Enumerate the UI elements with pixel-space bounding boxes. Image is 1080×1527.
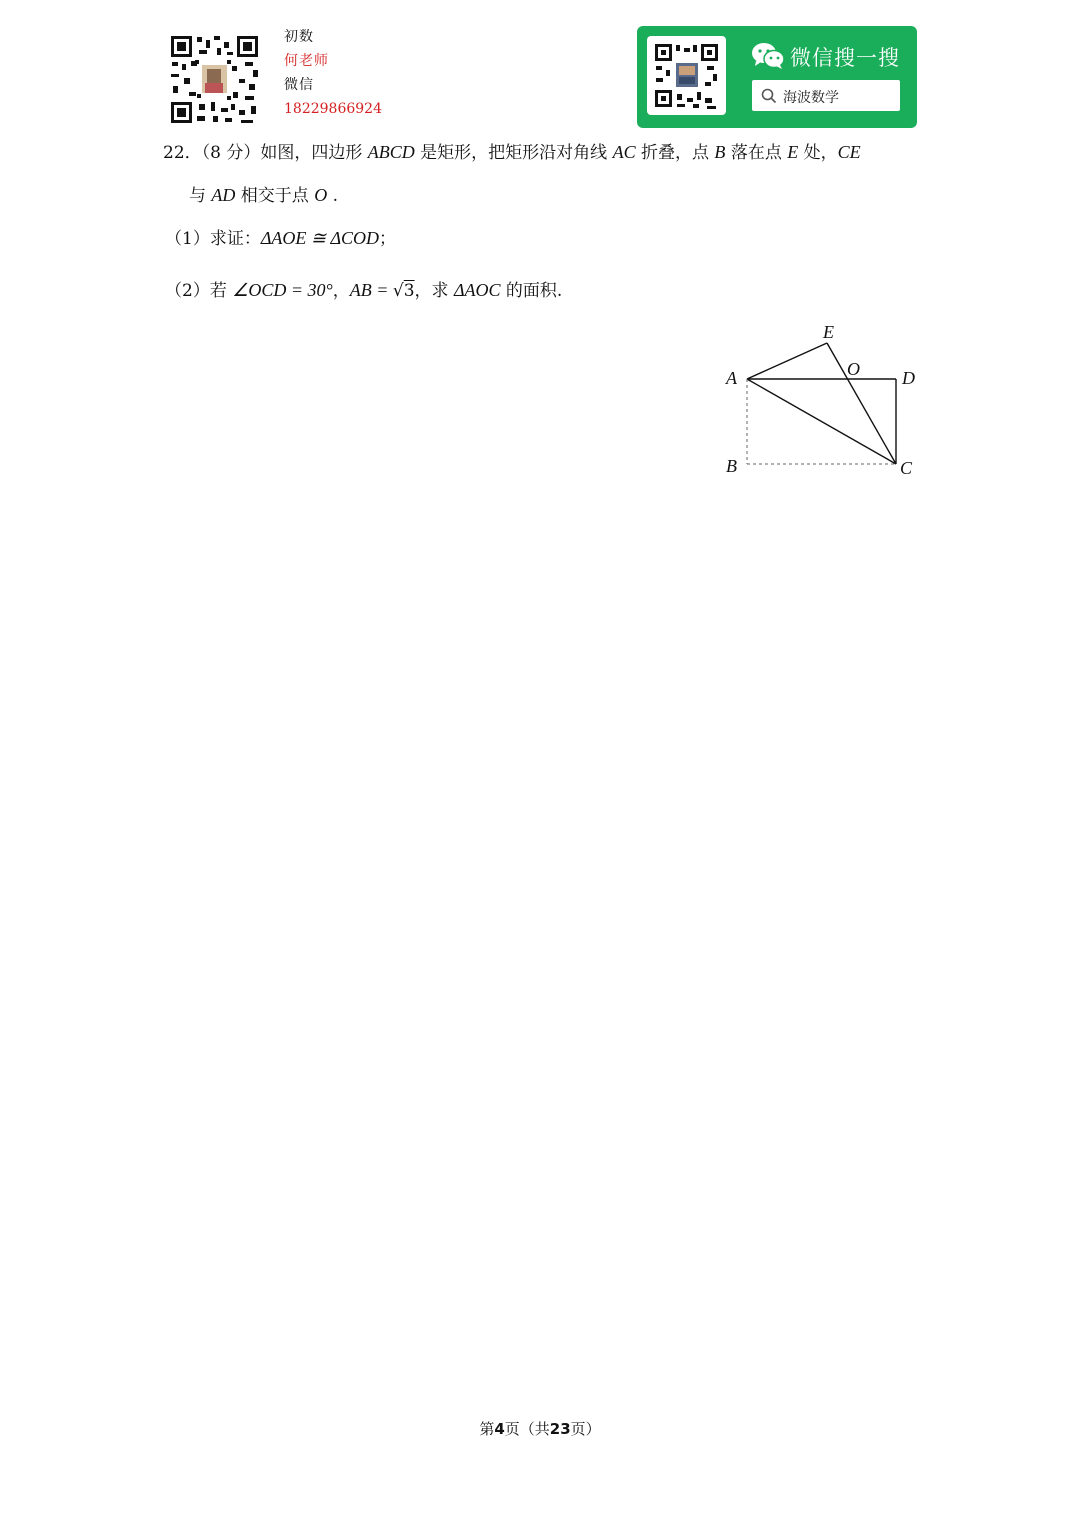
contact-label-wechat: 微信: [284, 77, 314, 93]
label-e: E: [823, 322, 834, 342]
wechat-search-box[interactable]: [752, 80, 900, 111]
contact-phone: 18229866924: [284, 101, 382, 117]
segment-ec: [827, 343, 896, 464]
wechat-search-query: 海波数学: [783, 90, 839, 106]
question-line-1: [163, 140, 861, 165]
var-abcd: ABCD: [367, 142, 415, 162]
question-text: 与: [189, 186, 212, 206]
contact-qr-code: [169, 34, 260, 125]
footer-suffix: 页）: [570, 1420, 601, 1438]
question-text: .: [327, 186, 339, 206]
footer-prefix: 第: [479, 1420, 495, 1438]
wechat-search-title: 微信搜一搜: [790, 46, 900, 70]
var-ad: AD: [211, 185, 236, 205]
question-score: （8 分）: [201, 143, 261, 163]
wechat-qr-code: [647, 36, 726, 115]
part-2-angle: ∠OCD = 30°: [232, 280, 333, 300]
sqrt-value: 3: [403, 281, 415, 301]
contact-name: 何老师: [284, 53, 329, 69]
contact-label-category: 初数: [284, 29, 314, 45]
label-o: O: [847, 359, 860, 379]
question-number: 22．: [163, 143, 202, 163]
question-text: 处，: [798, 143, 838, 163]
wechat-logo-icon: [751, 42, 785, 70]
part-2-text: ，求: [414, 281, 454, 301]
question-part-1: [165, 226, 396, 251]
part-1-congruence: ΔAOE ≅ ΔCOD: [260, 228, 380, 248]
part-1-end: ；: [379, 229, 397, 249]
question-text: 相交于点: [235, 186, 315, 206]
part-1-label: （1）求证：: [165, 229, 261, 249]
total-page-count: 23: [549, 1420, 571, 1438]
question-text: 是矩形，把矩形沿对角线: [414, 143, 613, 163]
var-ce: CE: [837, 142, 861, 162]
question-text: 折叠，点: [635, 143, 715, 163]
var-ac: AC: [612, 142, 636, 162]
label-d: D: [902, 368, 915, 388]
sqrt-sign: √: [392, 281, 404, 301]
label-b: B: [726, 456, 737, 476]
search-icon: [761, 88, 777, 104]
segment-ac: [747, 379, 896, 464]
label-a: A: [726, 368, 737, 388]
question-text: 落在点: [725, 143, 788, 163]
part-2-end: 的面积.: [500, 281, 563, 301]
current-page-number: 4: [494, 1420, 505, 1438]
footer-mid: 页（共: [504, 1420, 550, 1438]
question-part-2: [165, 278, 562, 303]
part-2-triangle: ΔAOC: [453, 280, 501, 300]
var-o: O: [314, 185, 328, 205]
part-2-ab: AB =: [349, 280, 393, 300]
geometry-figure: [720, 318, 930, 488]
segment-ae: [747, 343, 827, 379]
var-e: E: [787, 142, 799, 162]
question-text: 如图，四边形: [260, 143, 368, 163]
page-footer: [0, 1418, 1080, 1439]
part-2-label: （2）若: [165, 281, 233, 301]
part-2-sep: ，: [332, 281, 350, 301]
label-c: C: [900, 458, 913, 478]
var-b: B: [714, 142, 726, 162]
wechat-search-banner: [637, 26, 917, 128]
question-line-2: [189, 183, 338, 208]
